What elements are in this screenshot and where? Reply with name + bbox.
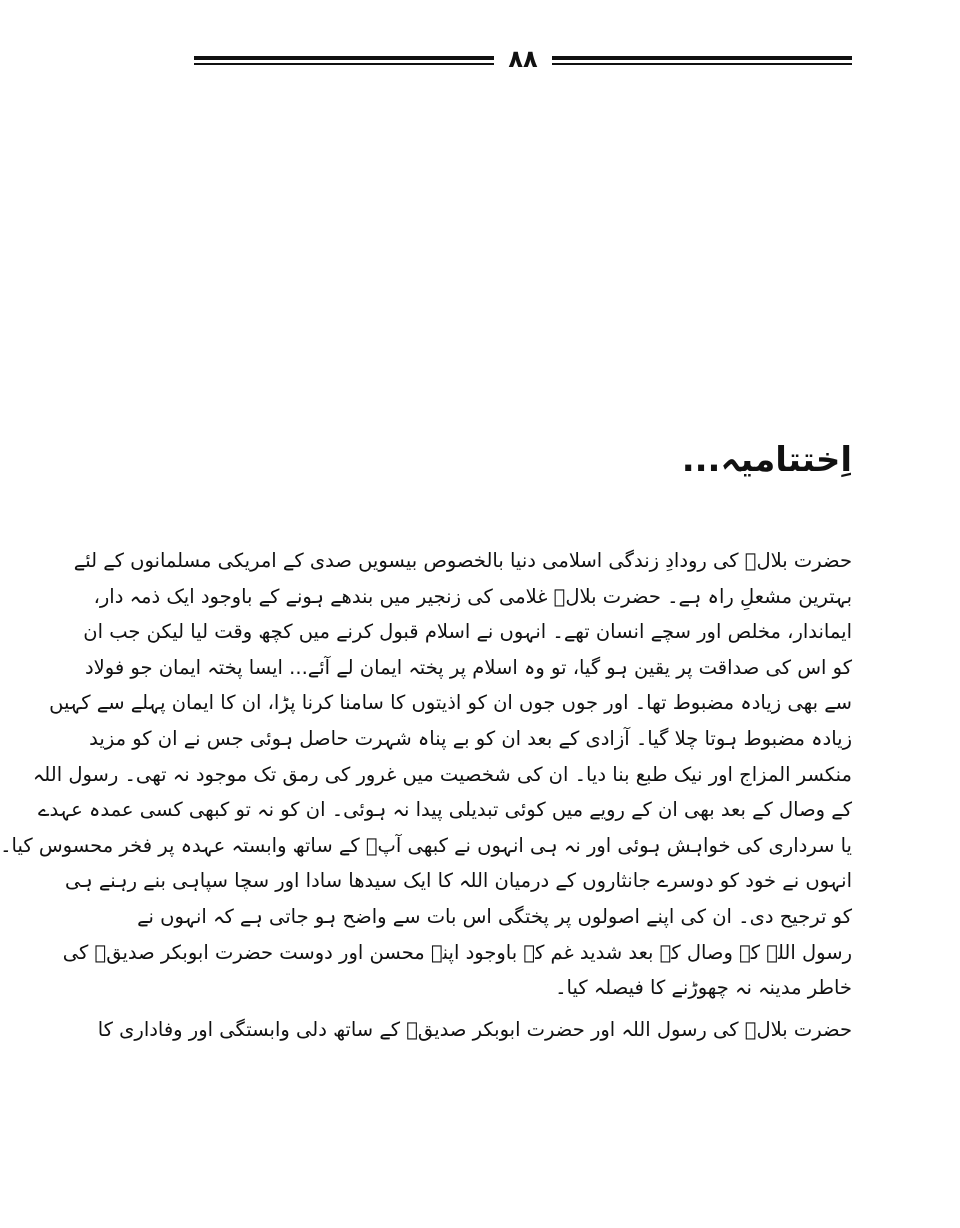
header-rule-left xyxy=(194,56,494,65)
body-text xyxy=(0,543,852,1047)
text-line: سے بھی زیادہ مضبوط تھا۔ اور جوں جوں ان کو اذیتوں کا سامنا کرنا پڑا، ان کا ایمان پہلے سے کہیں xyxy=(49,691,852,715)
text-line: رسول اللہ کے وصال کے بعد شدید غم کے باوجود اپنے محسن اور دوست حضرت ابوبکر صدیقؓ کی xyxy=(62,940,852,964)
page-header xyxy=(194,46,852,76)
text-line: کو اس کی صداقت پر یقین ہو گیا، تو وہ اسلام پر پختہ ایمان لے آئے... ایسا پختہ ایمان جو فولاد xyxy=(84,655,852,679)
page-number: ۸۸ xyxy=(508,45,538,73)
text-line: منکسر المزاج اور نیک طبع بنا دیا۔ ان کی شخصیت میں غرور کی رمق تک موجود نہ تھی۔ رسول اللہ xyxy=(32,762,852,786)
text-line: حضرت بلالؓ کی رودادِ زندگی اسلامی دنیا بالخصوص بیسویں صدی کے امریکی مسلمانوں کے لئے xyxy=(73,549,852,572)
text-line: کے وصال کے بعد بھی ان کے رویے میں کوئی تبدیلی پیدا نہ ہوئی۔ ان کو نہ تو کبھی کسی عمدہ عہدے xyxy=(38,798,852,822)
paragraph-1 xyxy=(0,543,852,1006)
text-line: زیادہ مضبوط ہوتا چلا گیا۔ آزادی کے بعد ان کو بے پناہ شہرت حاصل ہوئی جس نے ان کو مزید xyxy=(89,726,852,750)
text-line: بہترین مشعلِ راہ ہے۔ حضرت بلالؓ غلامی کی زنجیر میں بندھے ہونے کے باوجود ایک ذمہ دار، xyxy=(93,584,852,608)
header-rule-right xyxy=(552,56,852,65)
text-line: یا سرداری کی خواہش ہوئی اور نہ ہی انہوں نے کبھی آپؐ کے ساتھ وابستہ عہدہ پر فخر محسوس کیا۔ xyxy=(0,833,852,857)
paragraph-2 xyxy=(97,1012,852,1048)
text-line: ایماندار، مخلص اور سچے انسان تھے۔ انہوں نے اسلام قبول کرنے میں کچھ وقت لیا لیکن جب ان xyxy=(83,620,852,644)
text-line: انہوں نے خود کو دوسرے جانثاروں کے درمیان اللہ کا ایک سیدھا سادا اور سچا سپاہی بنے رہنے ہی xyxy=(64,869,852,893)
text-line: حضرت بلالؓ کی رسول اللہ اور حضرت ابوبکر صدیقؓ کے ساتھ دلی وابستگی اور وفاداری کا xyxy=(97,1017,852,1041)
chapter-title: اِختتامیہ... xyxy=(681,440,852,480)
text-line: کو ترجیح دی۔ ان کی اپنے اصولوں پر پختگی اس بات سے واضح ہو جاتی ہے کہ انہوں نے xyxy=(137,904,852,928)
text-line: خاطر مدینہ نہ چھوڑنے کا فیصلہ کیا۔ xyxy=(555,976,852,1000)
